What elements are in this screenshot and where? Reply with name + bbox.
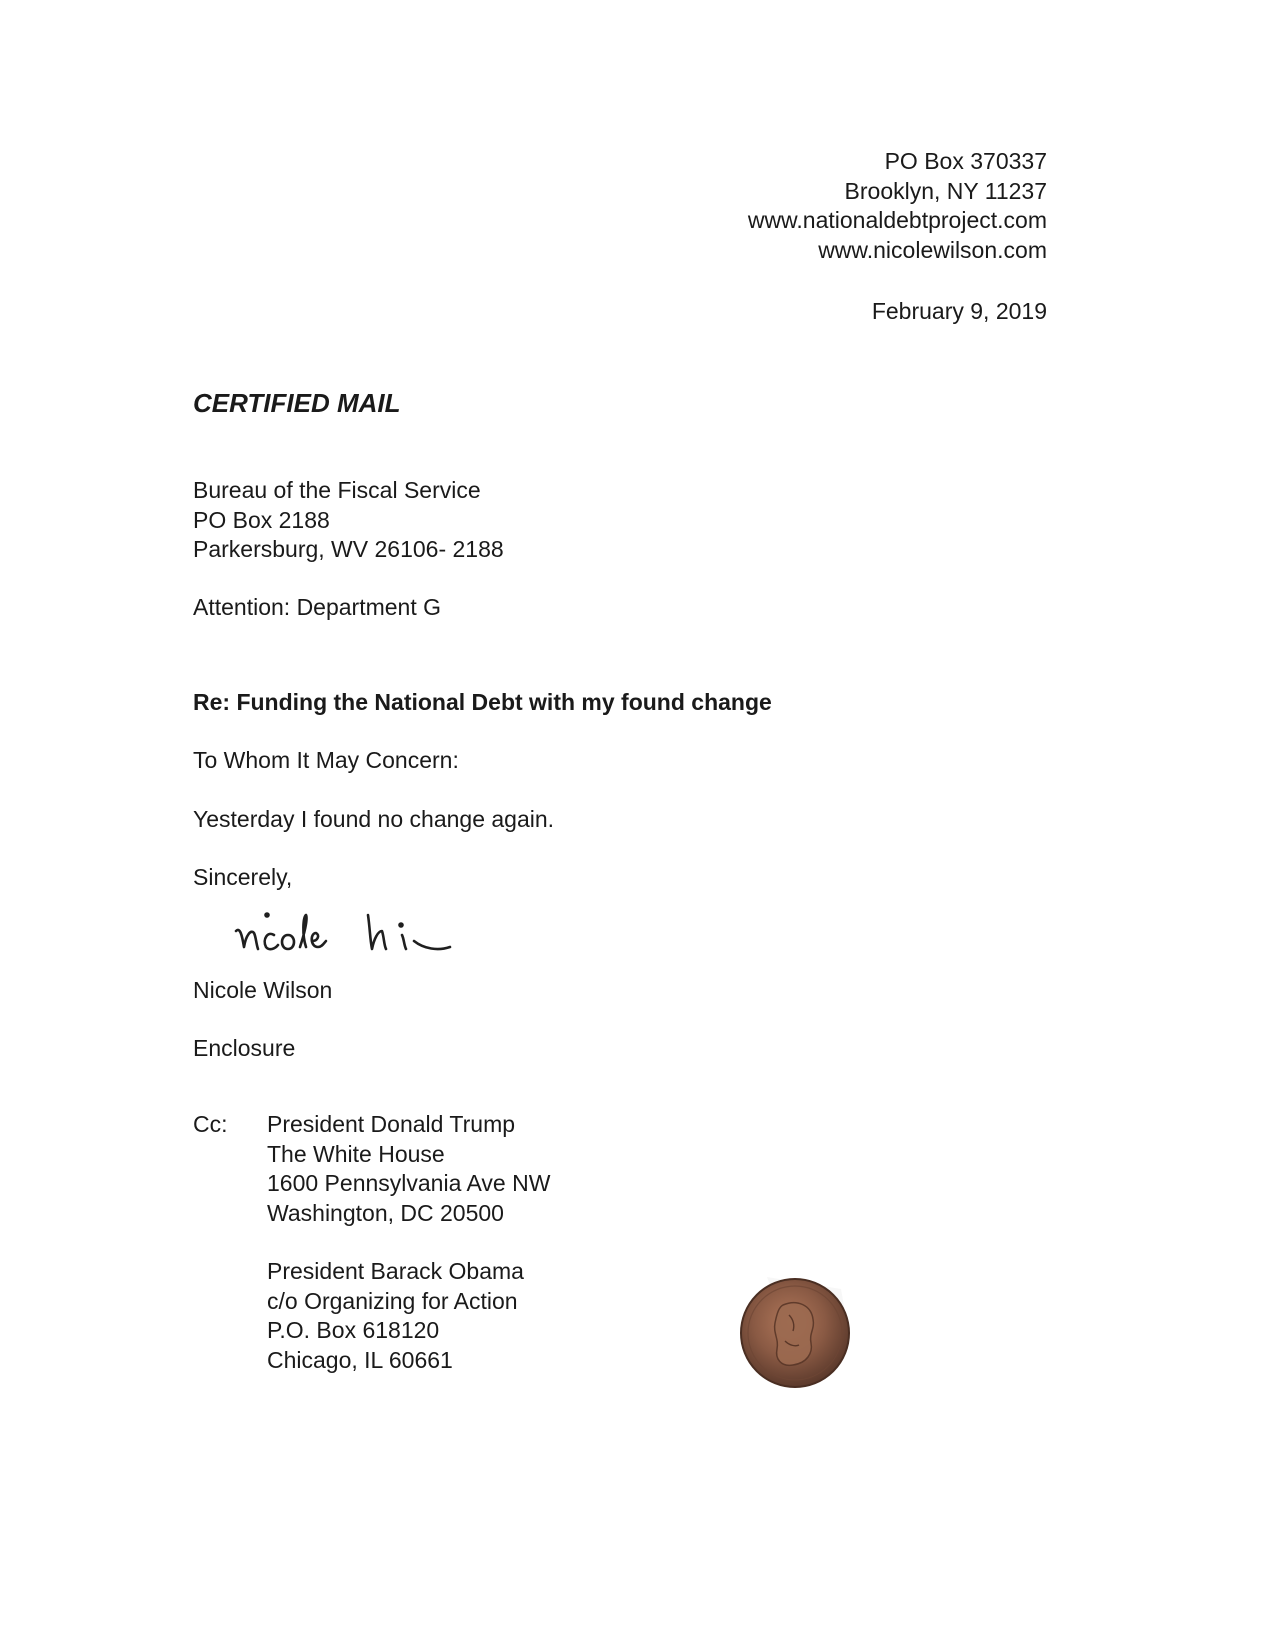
cc1-line-1: President Donald Trump — [267, 1111, 516, 1137]
attention-text: Attention: Department G — [193, 594, 442, 620]
letter-date: February 9, 2019 — [871, 298, 1047, 324]
sender-po-box: PO Box 370337 — [884, 148, 1047, 174]
signer-name-text: Nicole Wilson — [193, 977, 333, 1003]
recipient-city: Parkersburg, WV 26106- 2188 — [193, 536, 504, 562]
handwritten-signature — [218, 905, 468, 965]
sender-website-2: www.nicolewilson.com — [818, 236, 1047, 263]
certified-mail-heading: CERTIFIED MAIL — [193, 388, 401, 418]
cc2-line-2: c/o Organizing for Action — [267, 1287, 518, 1314]
salutation — [193, 746, 459, 776]
attention-line — [193, 593, 441, 623]
cc1-line-3: 1600 Pennsylvania Ave NW — [267, 1170, 551, 1196]
enclosure-text: Enclosure — [193, 1035, 296, 1061]
closing — [193, 863, 292, 893]
salutation-text: To Whom It May Concern: — [193, 747, 459, 773]
enclosure-note — [193, 1034, 295, 1064]
recipient-name: Bureau of the Fiscal Service — [193, 477, 481, 503]
cc2-line-4: Chicago, IL 60661 — [267, 1346, 453, 1373]
subject-line: Re: Funding the National Debt with my found change — [193, 689, 772, 715]
letter-body — [193, 805, 554, 835]
recipient-address-block — [193, 476, 504, 565]
closing-text: Sincerely, — [193, 864, 293, 890]
sender-address-block — [748, 147, 1047, 265]
cc-recipient-1 — [267, 1110, 550, 1228]
penny-coin-image — [737, 1275, 853, 1391]
recipient-po-box: PO Box 2188 — [193, 506, 330, 533]
cc2-line-3: P.O. Box 618120 — [267, 1317, 440, 1343]
signer-name — [193, 976, 332, 1006]
body-text: Yesterday I found no change again. — [193, 806, 555, 832]
sender-city: Brooklyn, NY 11237 — [844, 177, 1047, 204]
cc1-line-4: Washington, DC 20500 — [267, 1199, 504, 1226]
cc-label: Cc: — [193, 1111, 228, 1137]
cc1-line-2: The White House — [267, 1140, 445, 1167]
sender-website-1: www.nationaldebtproject.com — [747, 207, 1047, 233]
cc2-line-1: President Barack Obama — [267, 1258, 524, 1284]
cc-recipient-2 — [267, 1257, 524, 1375]
